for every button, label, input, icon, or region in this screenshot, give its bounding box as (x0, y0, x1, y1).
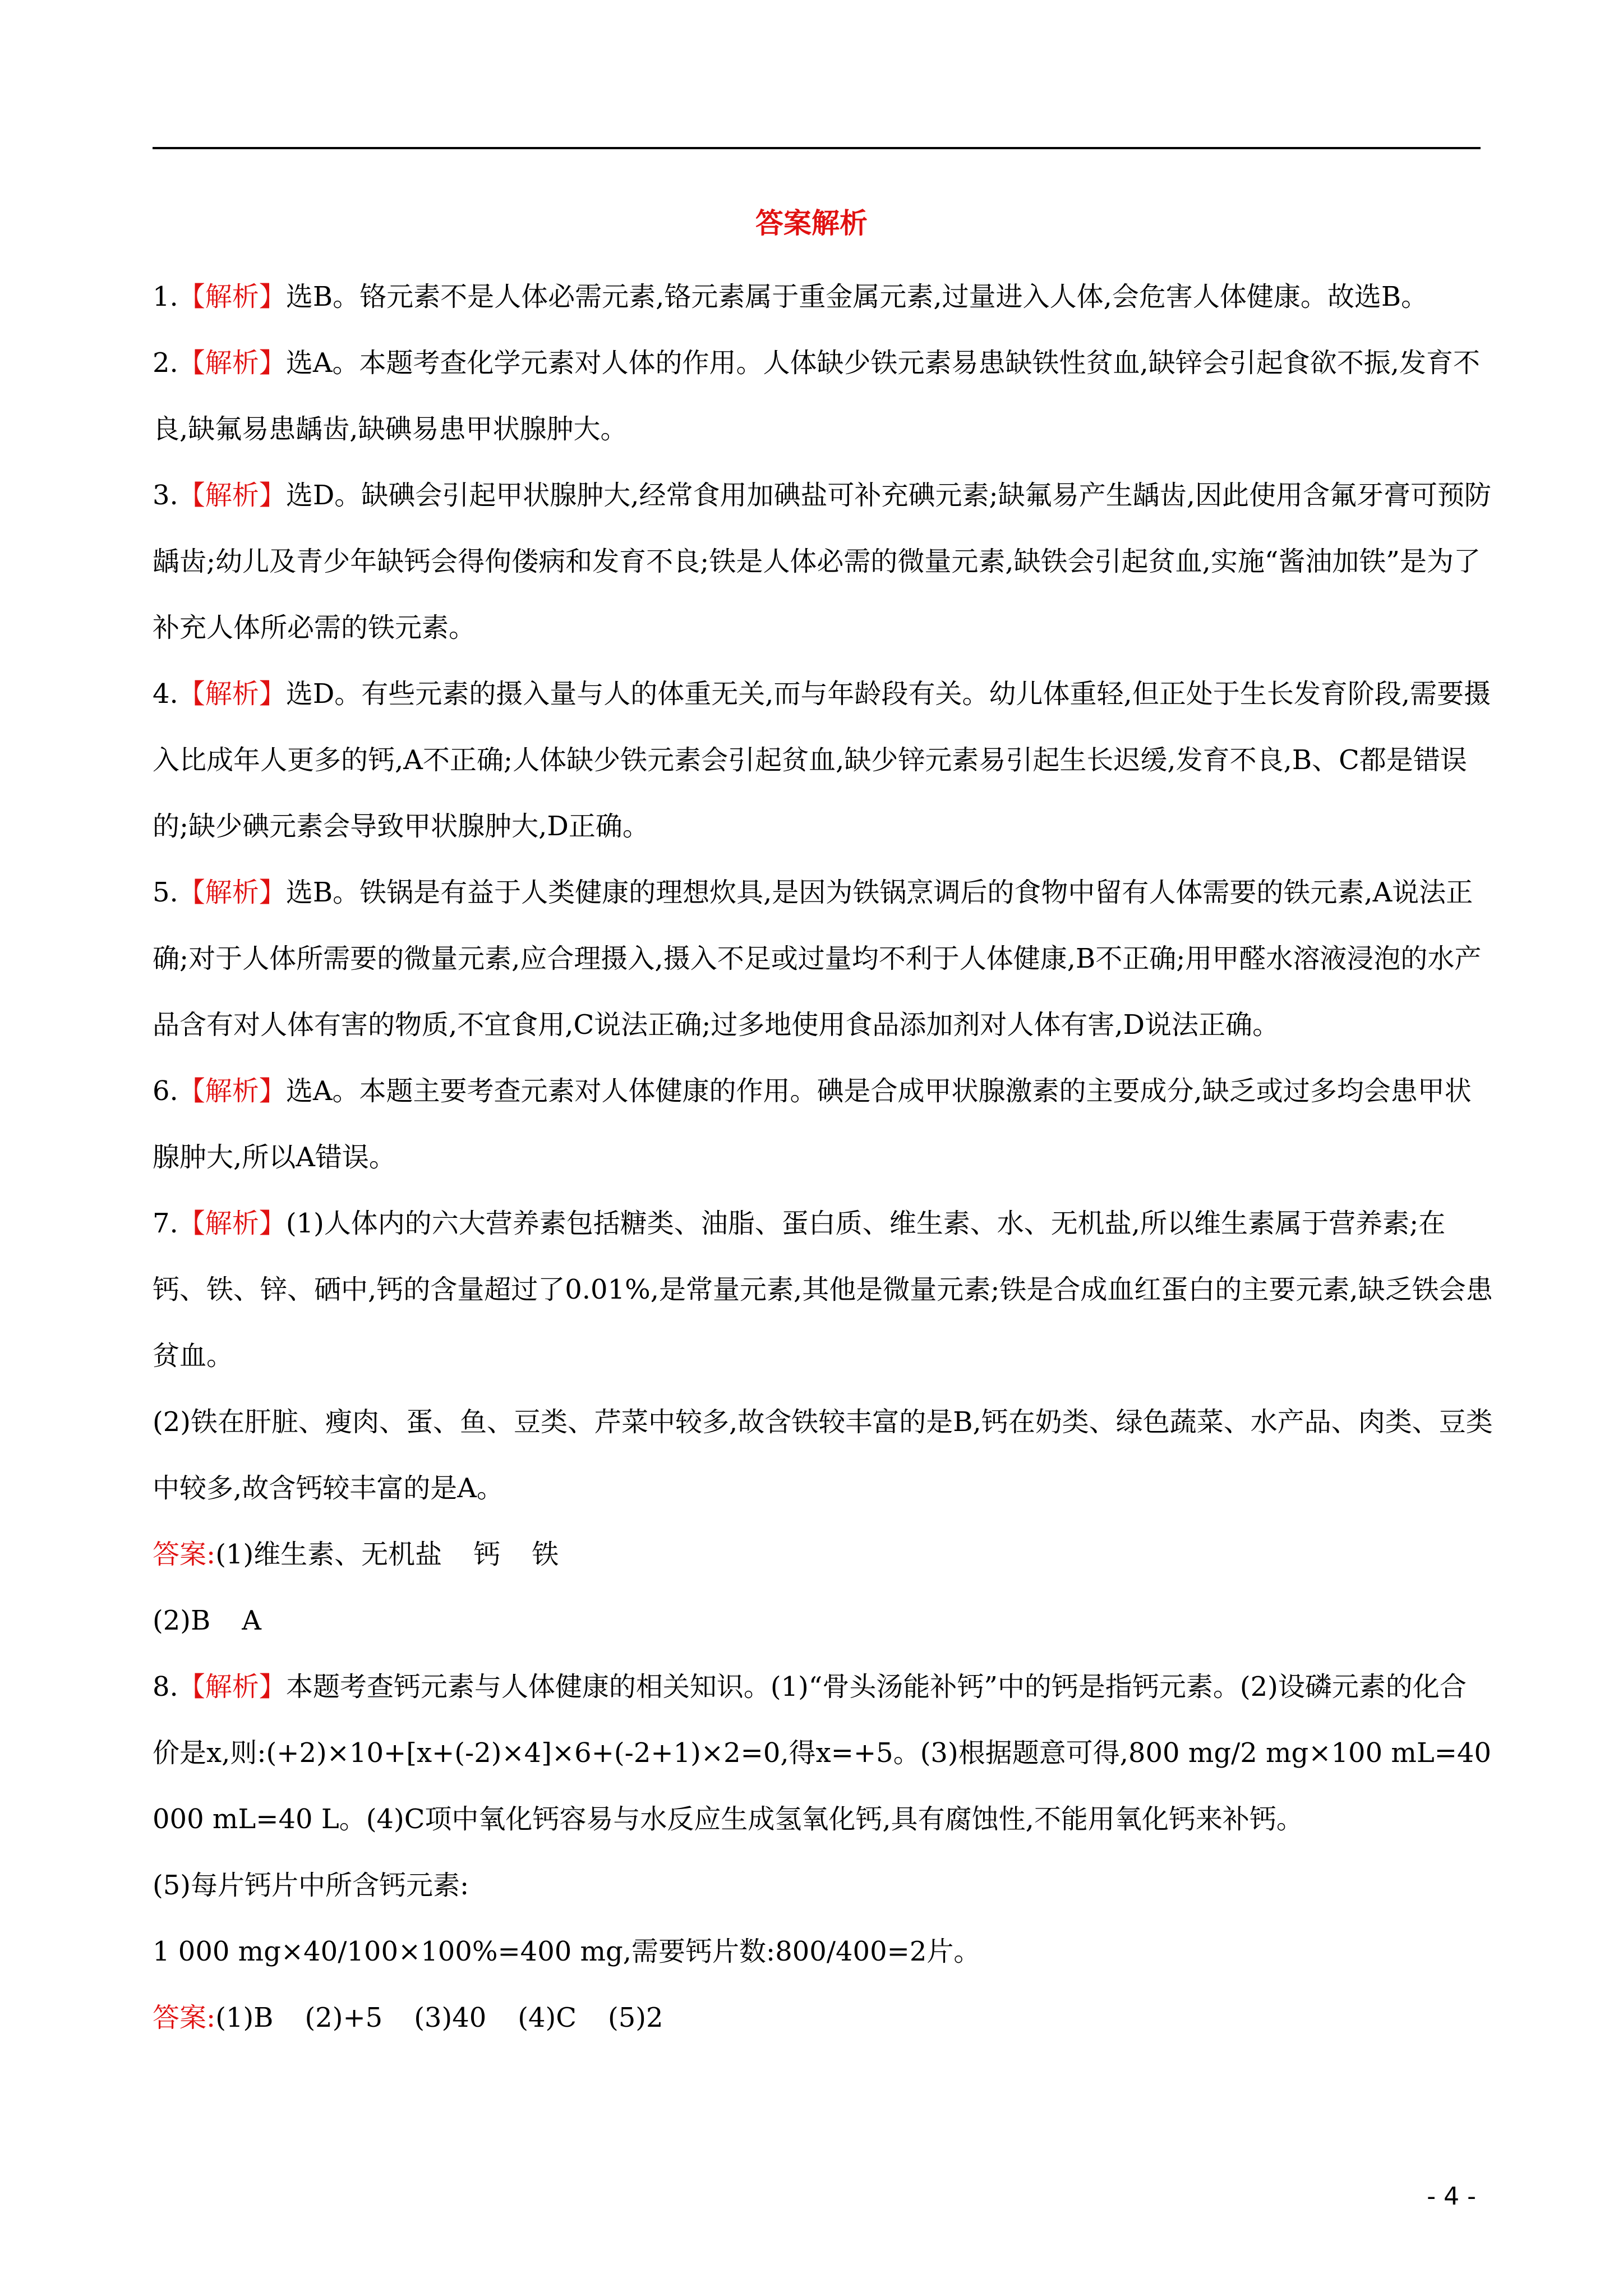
answer-item-5: 5.【解析】选B。铁锅是有益于人类健康的理想炊具,是因为铁锅烹调后的食物中留有人体需要的铁元素,A说法正确;对于人体所需要的微量元素,应合理摄入,摄入不足或过量均不利于人体健康,B不正确;用甲醛水溶液浸泡的水产品含有对人体有害的物质,不宜食用,C说法正确;过多地使用食品添加剂对人体有害,D说法正确。 (153, 877, 1482, 1041)
answer-8-final: 答案:(1)B (2)+5 (3)40 (4)C (5)2 (153, 2002, 663, 2033)
answer-item-7: 7.【解析】(1)人体内的六大营养素包括糖类、油脂、蛋白质、维生素、水、无机盐,所以维生素属于营养素;在钙、铁、锌、硒中,钙的含量超过了0.01%,是常量元素,其他是微量元素;铁是合成血红蛋白的主要元素,缺乏铁会患贫血。 (153, 1208, 1493, 1372)
answer-7-final-2: (2)B A (153, 1605, 261, 1636)
answer-item-1: 1.【解析】选B。铬元素不是人体必需元素,铬元素属于重金属元素,过量进入人体,会危害人体健康。故选B。 (153, 281, 1428, 312)
answer-item-4: 4.【解析】选D。有些元素的摄入量与人的体重无关,而与年龄段有关。幼儿体重轻,但正处于生长发育阶段,需要摄入比成年人更多的钙,A不正确;人体缺少铁元素会引起贫血,缺少锌元素易引起生长迟缓,发育不良,B、C都是错误的;缺少碘元素会导致甲状腺肿大,D正确。 (153, 678, 1491, 842)
answer-item-8: 8.【解析】本题考查钙元素与人体健康的相关知识。(1)“骨头汤能补钙”中的钙是指钙元素。(2)设磷元素的化合价是x,则:(+2)×10+[x+(-2)×4]×6+(-2+1)×2=0,得x=+5。(3)根据题意可得,800 mg/2 mg×100 mL=40 000 mL=40 L。(4)C项中氧化钙容易与水反应生成氢氧化钙,具有腐蚀性,不能用氧化钙来补钙。 (153, 1671, 1492, 1835)
answer-item-7-part2: (2)铁在肝脏、瘦肉、蛋、鱼、豆类、芹菜中较多,故含铁较丰富的是B,钙在奶类、绿色蔬菜、水产品、肉类、豆类中较多,故含钙较丰富的是A。 (153, 1406, 1493, 1504)
answer-item-2: 2.【解析】选A。本题考查化学元素对人体的作用。人体缺少铁元素易患缺铁性贫血,缺锌会引起食欲不振,发育不良,缺氟易患龋齿,缺碘易患甲状腺肿大。 (153, 347, 1480, 445)
answer-item-6: 6.【解析】选A。本题主要考查元素对人体健康的作用。碘是合成甲状腺激素的主要成分,缺乏或过多均会患甲状腺肿大,所以A错误。 (153, 1075, 1472, 1173)
page-title: 答案解析 (755, 207, 868, 240)
answer-item-8-calc: 1 000 mg×40/100×100%=400 mg,需要钙片数:800/400=2片。 (153, 1936, 981, 1967)
answer-content (153, 264, 1493, 2051)
page-number: - 4 - (1427, 2182, 1476, 2211)
header-rule (153, 147, 1481, 149)
answer-item-3: 3.【解析】选D。缺碘会引起甲状腺肿大,经常食用加碘盐可补充碘元素;缺氟易产生龋齿,因此使用含氟牙膏可预防龋齿;幼儿及青少年缺钙会得佝偻病和发育不良;铁是人体必需的微量元素,缺铁会引起贫血,实施“酱油加铁”是为了补充人体所必需的铁元素。 (153, 480, 1491, 643)
answer-item-8-part5: (5)每片钙片中所含钙元素: (153, 1870, 469, 1901)
answer-7-final: 答案:(1)维生素、无机盐 钙 铁 (153, 1539, 559, 1570)
